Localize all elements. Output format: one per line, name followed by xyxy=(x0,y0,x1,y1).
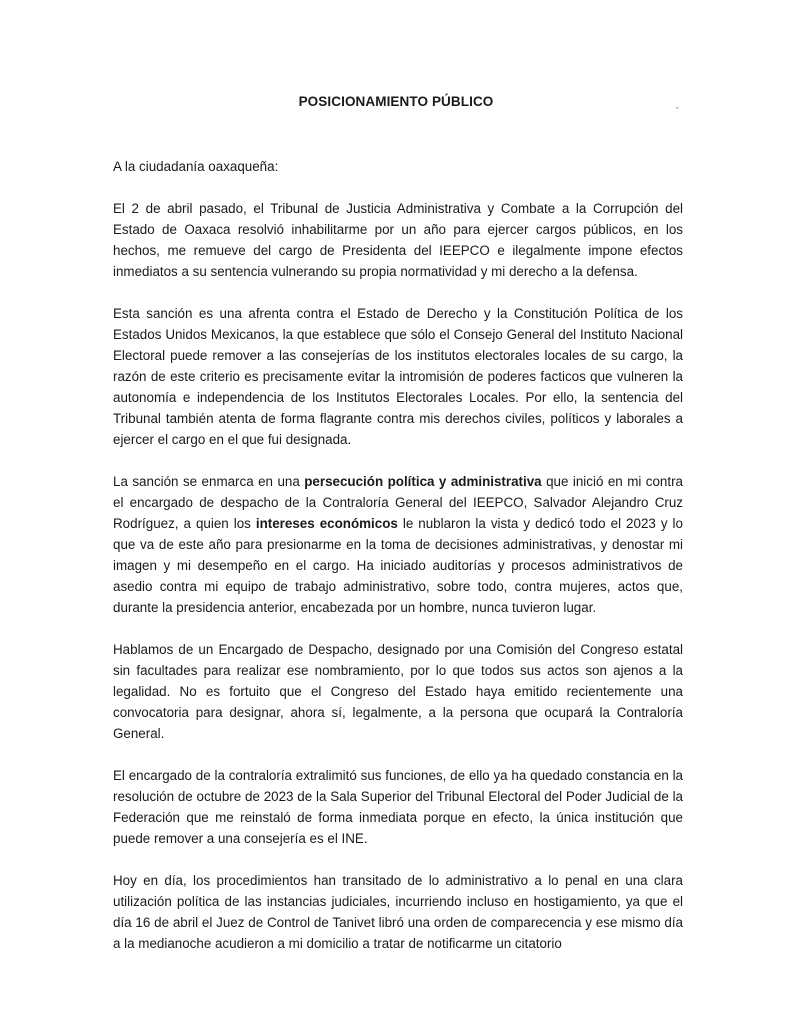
document-title: POSICIONAMIENTO PÚBLICO xyxy=(298,94,494,109)
paragraph-3-bold-persecucion: persecución política y administrativa xyxy=(304,474,542,489)
document-body xyxy=(113,156,683,975)
paragraph-6: Hoy en día, los procedimientos han transitado de lo administrativo a lo penal en una clara utilización política de las instancias judiciales, incurriendo incluso en hostigamiento, ya que el día 16 de abril el Juez de Control de Tanivet libró una orden de comparecencia y ese mismo día a la medianoche acudieron a mi domicilio a tratar de notificarme un citatorio xyxy=(113,873,683,951)
paragraph-5: El encargado de la contraloría extralimitó sus funciones, de ello ya ha quedado constancia en la resolución de octubre de 2023 de la Sala Superior del Tribunal Electoral del Poder Judicial de la Federación que me reinstaló de forma inmediata porque en efecto, la única institución que puede remover a una consejería es el INE. xyxy=(113,768,683,846)
greeting: A la ciudadanía oaxaqueña: xyxy=(113,159,279,174)
corner-mark: ˝ xyxy=(676,108,679,115)
paragraph-1: El 2 de abril pasado, el Tribunal de Justicia Administrativa y Combate a la Corrupción del Estado de Oaxaca resolvió inhabilitarme por un año para ejercer cargos públicos, en los hechos, me remueve del cargo de Presidenta del IEEPCO e ilegalmente impone efectos inmediatos a su sentencia vulnerando su propia normatividad y mi derecho a la defensa. xyxy=(113,201,683,279)
paragraph-4: Hablamos de un Encargado de Despacho, designado por una Comisión del Congreso estatal sin facultades para realizar ese nombramiento, por lo que todos sus actos son ajenos a la legalidad. No es fortuito que el Congreso del Estado haya emitido recientemente una convocatoria para designar, ahora sí, legalmente, a la persona que ocupará la Contraloría General. xyxy=(113,642,683,741)
paragraph-3 xyxy=(113,471,683,618)
paragraph-2: Esta sanción es una afrenta contra el Estado de Derecho y la Constitución Política de los Estados Unidos Mexicanos, la que establece que sólo el Consejo General del Instituto Nacional Electoral puede remover a las consejerías de los institutos electorales locales de su cargo, la razón de este criterio es precisamente evitar la intromisión de poderes facticos que vulneren la autonomía e independencia de los Institutos Electorales Locales. Por ello, la sentencia del Tribunal también atenta de forma flagrante contra mis derechos civiles, políticos y laborales a ejercer el cargo en el que fui designada. xyxy=(113,306,683,447)
paragraph-3-text-b: que inició en mi contra el encargado de despacho de la Contraloría General del IEEPCO, Salvador Alejandro Cruz Rodríguez, a quien los xyxy=(113,474,683,531)
paragraph-3-text-c: le nublaron la vista y dedicó todo el 2023 y lo que va de este año para presionarme en la toma de decisiones administrativas, y denostar mi imagen y mi desempeño en el cargo. Ha iniciado auditorías y procesos administrativos de asedio contra mi equipo de trabajo administrativo, sobre todo, contra mujeres, actos que, durante la presidencia anterior, encabezada por un hombre, nunca tuvieron lugar. xyxy=(113,516,683,615)
paragraph-3-text-a: La sanción se enmarca en una xyxy=(113,474,305,489)
paragraph-3-bold-intereses: intereses económicos xyxy=(255,516,398,531)
